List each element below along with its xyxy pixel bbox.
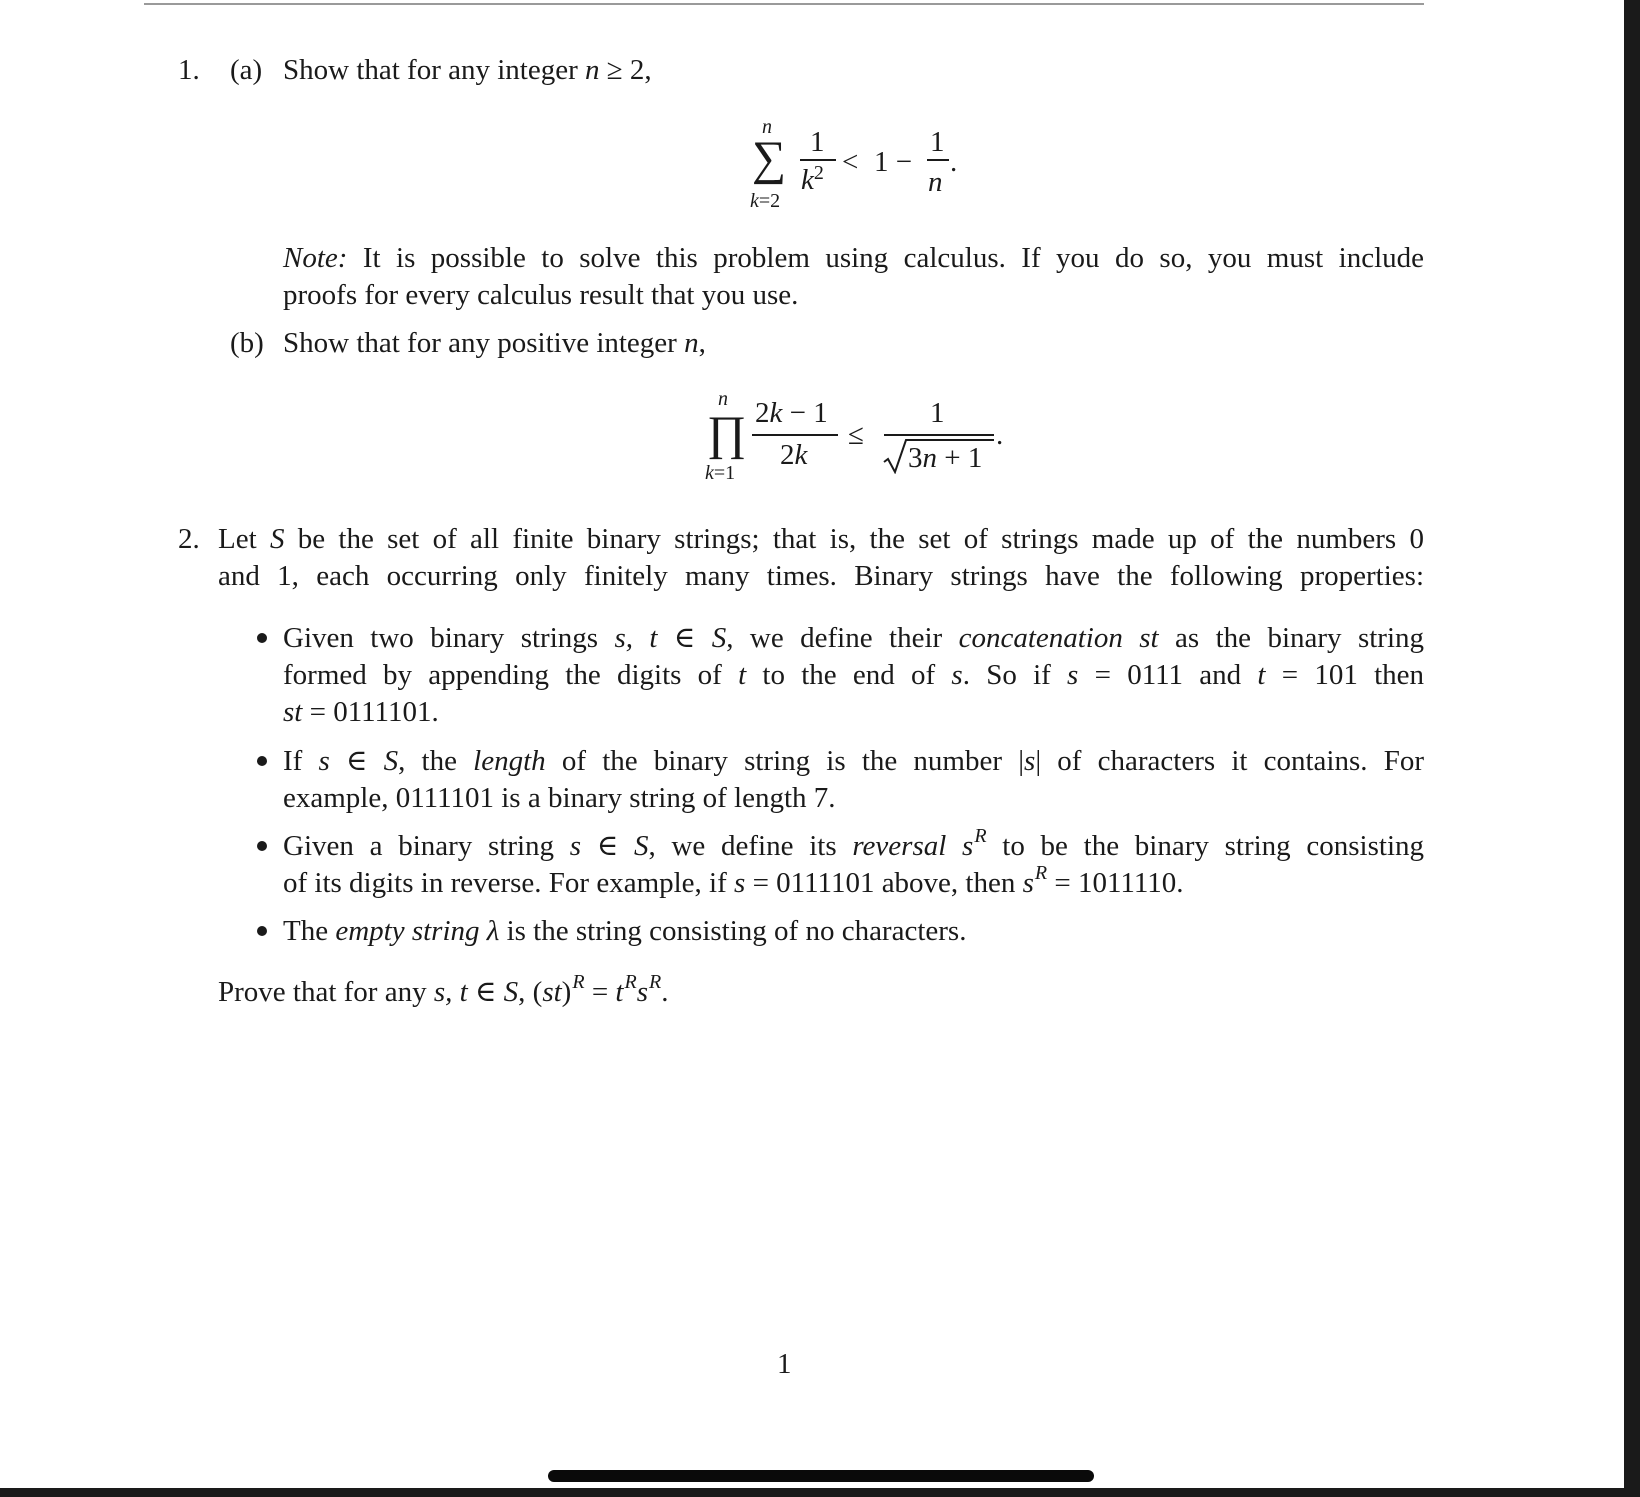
home-indicator-bar[interactable] xyxy=(548,1470,1094,1482)
bullet-1-line-2: formed by appending the digits of t to the end of s. So if s = 0111 and t = 101 then xyxy=(283,659,1425,691)
bullet-2-marker xyxy=(257,756,267,766)
problem-1-number: 1. xyxy=(178,54,200,86)
bullet-3-marker xyxy=(257,841,267,851)
bullet-2-line-1: If s ∈ S, the length of the binary string is the number |s| of characters it contains. For xyxy=(283,745,1424,777)
bullet-4-marker xyxy=(257,926,267,936)
viewer-right-edge xyxy=(1624,0,1640,1497)
problem-2-intro-line-2: and 1, each occurring only finitely many times. Binary strings have the following properties: xyxy=(218,560,1424,592)
bullet-1-marker xyxy=(257,633,267,643)
problem-2-conclusion: Prove that for any s, t ∈ S, $(st)^R = t^Rs^R$. xyxy=(218,971,669,1008)
bullet-2-line-2: example, 0111101 is a binary string of length 7. xyxy=(283,782,836,814)
note-line-1: Note: It is possible to solve this problem using calculus. If you do so, you must include xyxy=(283,242,1424,274)
part-b-label: (b) xyxy=(230,327,264,359)
page-number: 1 xyxy=(777,1348,792,1380)
part-a-statement: Show that for any integer n ≥ 2, xyxy=(283,54,652,86)
part-b-statement: Show that for any positive integer n, xyxy=(283,327,706,359)
viewer-bottom-edge xyxy=(0,1488,1640,1497)
bullet-4-line-1: The empty string λ is the string consisting of no characters. xyxy=(283,915,967,947)
bullet-3-line-1: Given a binary string s ∈ S, we define its reversal $s^R$ to be the binary string consisting xyxy=(283,825,1425,862)
bullet-1-line-3: st = 0111101. xyxy=(283,696,439,728)
pdf-page: 1. (a) Show that for any integer n ≥ 2, n ∑ k=2 1 $k^2$ < 1 − 1 n . Note: It is possible to solve this problem using calculus. If you do so, you must include proofs for every calculus result that you use. (b) Show that for any positive integer n, n ∏ k=1 2k − 1 2k ≤ 1 3n + 1 . 2. Let S be the set of all finite binary strings; that is, the set of strings made up of the numbers 0 and 1, each occurring only finitely many times. Binary strings have the following properties: Given two binary strings s, t ∈ S, we define their concatenation st as the binary string formed by appending the digits of t to the end of s. So if s = 0111 and t = 101 then st = 0111101. If s ∈ S, the length of the binary string is the number |s| of characters it contains. For example, 0111101 is a binary string of length 7. Given a binary string s ∈ S, we define its reversal $s^R$ to be the binary string consisting of its digits in reverse. For example, if s = 0111101 above, then $s^R = 1011110$. The empty string λ is the string consisting of no characters. Prove that for any s, t ∈ S, $(st)^R = t^Rs^R$. 1 xyxy=(0,0,1624,1488)
problem-2-number: 2. xyxy=(178,523,200,555)
bullet-1-line-1: Given two binary strings s, t ∈ S, we define their concatenation st as the binary string xyxy=(283,622,1424,654)
header-rule xyxy=(144,3,1424,5)
part-a-label: (a) xyxy=(230,54,263,86)
bullet-3-line-2: of its digits in reverse. For example, if s = 0111101 above, then $s^R = 1011110$. xyxy=(283,862,1184,899)
note-line-2: proofs for every calculus result that you use. xyxy=(283,279,799,311)
problem-2-intro-line-1: Let S be the set of all finite binary strings; that is, the set of strings made up of the numbers 0 xyxy=(218,523,1424,555)
